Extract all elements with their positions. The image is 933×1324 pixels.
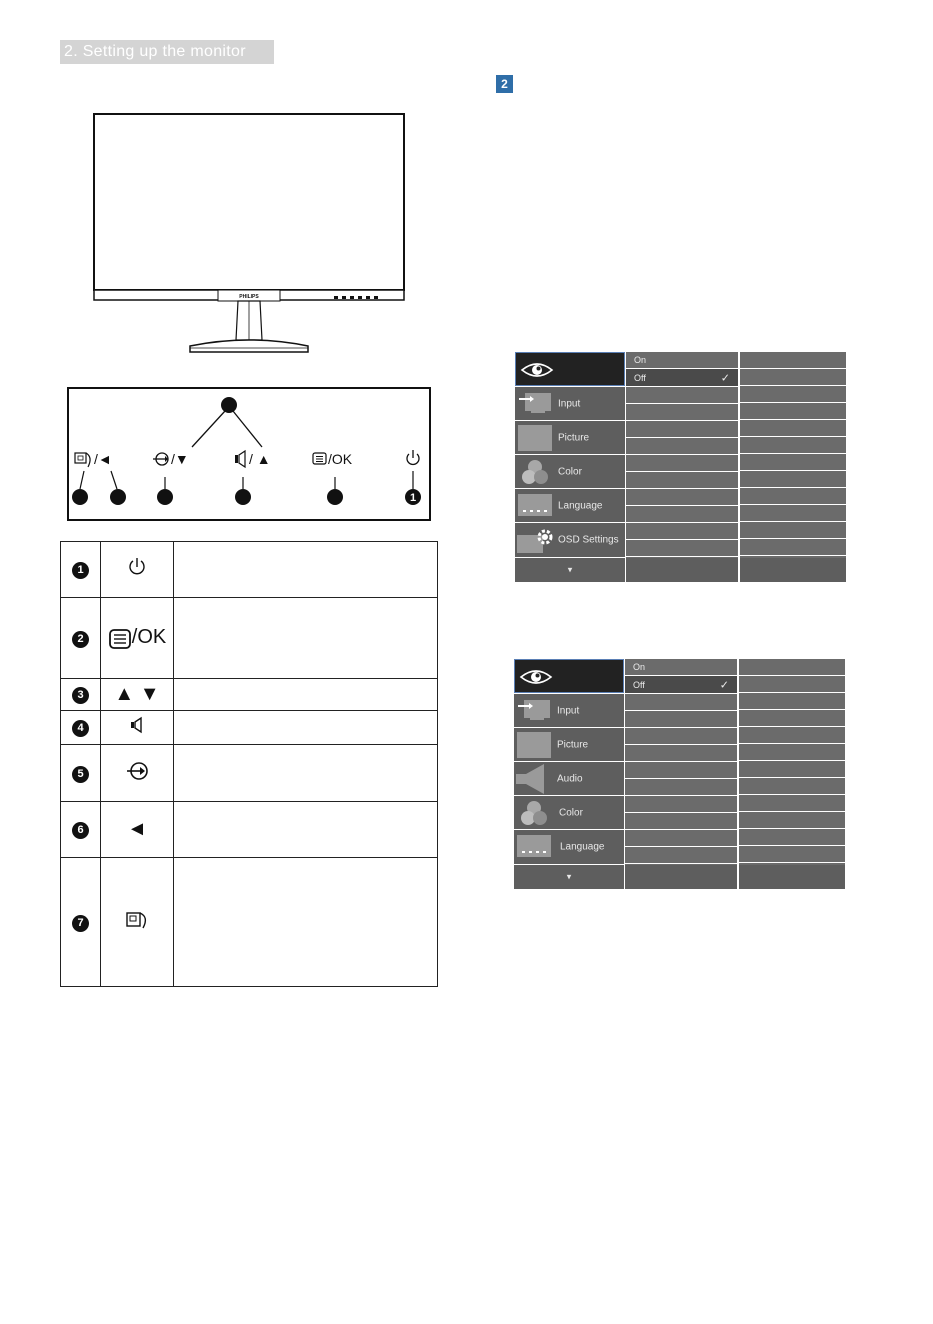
bezel-diagram <box>67 387 431 521</box>
osd-menu-item-input[interactable] <box>514 694 624 727</box>
row-number: 7 <box>72 915 89 932</box>
osd-option-cell <box>740 539 846 555</box>
picture-icon <box>518 425 552 451</box>
osd-option-cell <box>625 762 737 778</box>
osd-option-cell <box>626 523 738 539</box>
osd-option-cell <box>740 488 846 504</box>
osd-option-cell <box>739 727 845 743</box>
osd-option-cell <box>740 386 846 402</box>
table-row <box>61 598 438 679</box>
picture-icon <box>517 732 551 758</box>
osd-menu-item-osd-settings[interactable] <box>515 523 625 557</box>
input-icon <box>517 391 553 415</box>
osd-option-cell <box>626 489 738 505</box>
osd-option-cell <box>740 505 846 521</box>
osd-option-cell <box>740 352 846 368</box>
osd-option-off[interactable] <box>626 369 738 386</box>
checkmark-icon: ✓ <box>720 372 730 384</box>
section-title: 2. Setting up the monitor <box>60 40 274 64</box>
chevron-down-icon: ▾ <box>567 564 573 575</box>
table-row <box>61 679 438 711</box>
row-description <box>174 745 438 802</box>
osd-option-footer <box>626 558 738 582</box>
smartimage-icon <box>124 909 150 931</box>
osd-option-cell <box>739 812 845 828</box>
osd-option-label: On <box>633 662 646 672</box>
menu-icon <box>108 628 132 650</box>
osd-menu-item-smartimage[interactable] <box>514 659 624 693</box>
osd-option-cell <box>740 369 846 385</box>
row-number: 2 <box>72 631 89 648</box>
osd-menu-2 <box>514 659 845 889</box>
osd-settings-icon <box>517 527 555 555</box>
monitor-brand: PHILIPS <box>239 294 259 300</box>
callout-3 <box>221 397 237 413</box>
osd-option-cell <box>626 506 738 522</box>
language-icon <box>518 494 552 518</box>
osd-option-cell <box>740 522 846 538</box>
osd-option-cell <box>625 694 737 710</box>
osd-option-cell <box>625 796 737 812</box>
checkmark-icon: ✓ <box>719 679 729 691</box>
osd-option-cell <box>740 437 846 453</box>
osd-option-cell <box>739 795 845 811</box>
osd-option-footer <box>625 865 737 889</box>
osd-option-cell <box>625 728 737 744</box>
osd-option-cell <box>626 540 738 556</box>
osd-option-on[interactable] <box>626 352 738 368</box>
row-number: 5 <box>72 766 89 783</box>
osd-option-cell <box>740 471 846 487</box>
osd-option-cell <box>625 847 737 863</box>
osd-option-cell <box>739 710 845 726</box>
osd-menu-item-input[interactable] <box>515 387 625 420</box>
osd-menu-item-language[interactable] <box>515 489 625 522</box>
ok-label: /OK <box>131 626 167 649</box>
osd-item-label: Input <box>557 705 580 716</box>
osd-option-cell <box>739 761 845 777</box>
osd-item-label: Color <box>559 807 583 818</box>
osd-option-cell <box>626 455 738 471</box>
osd-option-cell <box>626 387 738 403</box>
osd-option-cell <box>625 711 737 727</box>
osd-option-footer <box>740 558 846 582</box>
eye-icon <box>519 665 553 689</box>
osd-menu-item-color[interactable] <box>515 455 625 488</box>
osd-item-label: Language <box>560 841 605 853</box>
bezel-key-smartimage-label: /◄ <box>94 451 112 467</box>
osd-option-cell <box>625 830 737 846</box>
callout-6 <box>110 489 126 505</box>
osd-item-label: Picture <box>558 432 590 443</box>
osd-menu-item-audio[interactable] <box>514 762 624 795</box>
bezel-key-input-label: /▼ <box>171 451 189 467</box>
callout-1-label: 1 <box>409 492 417 504</box>
osd-item-label: Language <box>558 500 603 511</box>
osd-option-cell <box>625 813 737 829</box>
osd-option-cell <box>626 472 738 488</box>
osd-option-label: Off <box>633 679 645 690</box>
osd-menu-item-color[interactable] <box>514 796 624 829</box>
row-description <box>174 679 438 711</box>
eye-icon <box>520 358 554 382</box>
osd-menu-item-picture[interactable] <box>515 421 625 454</box>
osd-menu-1 <box>515 352 846 582</box>
language-icon <box>517 835 551 859</box>
callout-4 <box>235 489 251 505</box>
osd-option-cell <box>740 403 846 419</box>
color-icon <box>518 458 552 486</box>
osd-option-off[interactable] <box>625 676 737 693</box>
osd-option-cell <box>739 693 845 709</box>
osd-option-cell <box>740 454 846 470</box>
osd-option-cell <box>626 404 738 420</box>
osd-option-cell <box>739 744 845 760</box>
osd-item-label: Audio <box>557 773 583 784</box>
row-description <box>174 542 438 598</box>
osd-option-cell <box>739 659 845 675</box>
osd-scroll-down[interactable] <box>514 865 624 889</box>
input-icon <box>125 761 149 781</box>
table-row <box>61 802 438 858</box>
osd-menu-item-language[interactable] <box>514 830 624 864</box>
osd-option-on[interactable] <box>625 659 737 675</box>
step-badge: 2 <box>496 75 513 93</box>
osd-option-label: On <box>634 355 647 365</box>
monitor-illustration <box>90 112 410 357</box>
row-number: 6 <box>72 822 89 839</box>
speaker-icon <box>128 716 146 734</box>
table-row <box>61 542 438 598</box>
osd-option-cell <box>625 779 737 795</box>
power-icon <box>127 557 147 577</box>
chevron-down-icon: ▾ <box>566 871 572 882</box>
osd-option-cell <box>739 676 845 692</box>
row-description <box>174 858 438 987</box>
row-description <box>174 802 438 858</box>
osd-option-cell <box>626 438 738 454</box>
audio-icon <box>516 764 546 794</box>
osd-menu-item-picture[interactable] <box>514 728 624 761</box>
table-row <box>61 711 438 745</box>
osd-option-cell <box>626 421 738 437</box>
row-number: 4 <box>72 720 89 737</box>
osd-option-cell <box>740 420 846 436</box>
callout-7 <box>72 489 88 505</box>
row-description <box>174 598 438 679</box>
color-icon <box>517 799 551 827</box>
arrows-icon: ▲ ▼ <box>114 683 160 705</box>
bezel-key-menu-label: /OK <box>328 451 353 467</box>
left-arrow-icon: ◄ <box>127 818 147 840</box>
osd-option-cell <box>625 745 737 761</box>
osd-option-label: Off <box>634 372 646 383</box>
callout-5 <box>157 489 173 505</box>
key-function-table <box>60 541 438 987</box>
bezel-key-speaker-label: / ▲ <box>249 451 271 467</box>
osd-item-label: Input <box>558 398 581 409</box>
osd-option-footer <box>739 865 845 889</box>
osd-item-label: OSD Settings <box>558 534 619 546</box>
callout-2 <box>327 489 343 505</box>
row-description <box>174 711 438 745</box>
osd-option-cell <box>739 846 845 862</box>
osd-scroll-down[interactable] <box>515 558 625 582</box>
osd-menu-item-smartimage[interactable] <box>515 352 625 386</box>
row-number: 1 <box>72 562 89 579</box>
table-row <box>61 858 438 987</box>
osd-option-cell <box>739 778 845 794</box>
osd-item-label: Color <box>558 466 582 477</box>
input-icon <box>516 698 552 722</box>
osd-option-cell <box>739 829 845 845</box>
osd-item-label: Picture <box>557 739 589 750</box>
table-row <box>61 745 438 802</box>
row-number: 3 <box>72 687 89 704</box>
